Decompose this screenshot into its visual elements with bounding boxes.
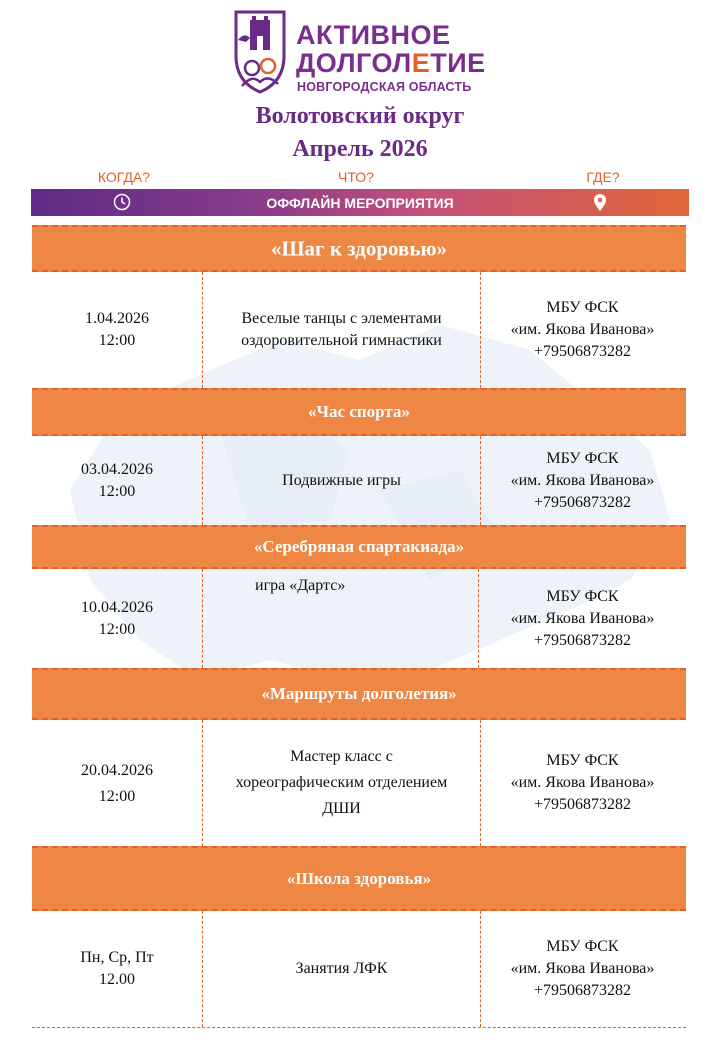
place-cell — [479, 911, 686, 1027]
table-row — [32, 272, 686, 388]
logo — [226, 10, 496, 94]
place-cell — [479, 569, 686, 668]
place-cell — [479, 272, 686, 388]
section-title: «Маршруты долголетия» — [261, 684, 457, 703]
event-place: МБУ ФСК «им. Якова Иванова» +79506873282 — [510, 299, 655, 360]
event-cell — [202, 272, 481, 388]
offline-events-band — [31, 189, 689, 216]
section-header — [32, 388, 686, 436]
section-header — [32, 846, 686, 911]
table-row — [32, 911, 686, 1027]
logo-emblem-icon — [230, 10, 290, 94]
date-cell — [32, 272, 202, 388]
band-title: ОФФЛАЙН МЕРОПРИЯТИЯ — [266, 195, 454, 211]
event-cell — [202, 569, 479, 668]
section-header — [32, 225, 686, 272]
event-place: МБУ ФСК «им. Якова Иванова» +79506873282 — [510, 587, 655, 649]
date-cell — [32, 720, 202, 846]
date-cell — [32, 436, 202, 525]
event-date: 10.04.2026 12:00 — [81, 598, 153, 638]
district-title: Волотовский округ — [255, 103, 465, 129]
event-place: МБУ ФСК «им. Якова Иванова» +79506873282 — [510, 938, 655, 999]
event-name: Занятия ЛФК — [295, 960, 388, 977]
event-cell — [202, 911, 481, 1027]
section-title: «Час спорта» — [308, 402, 410, 421]
section-header — [32, 525, 686, 569]
logo-line-1: АКТИВНОЕ — [296, 20, 451, 50]
when-label: КОГДА? — [97, 169, 151, 185]
location-pin-icon — [593, 193, 607, 212]
date-cell — [32, 911, 202, 1027]
date-cell — [32, 569, 202, 668]
place-cell — [479, 436, 686, 525]
event-name: Подвижные игры — [282, 471, 401, 489]
event-date: Пн, Ср, Пт 12.00 — [80, 949, 154, 988]
section-header — [32, 668, 686, 720]
logo-line-2: ДОЛГОЛЕТИЕ — [296, 48, 486, 78]
month-title: Апрель 2026 — [292, 136, 428, 162]
where-label: ГДЕ? — [586, 169, 620, 185]
column-questions — [0, 169, 720, 189]
event-place: МБУ ФСК «им. Якова Иванова» +79506873282 — [510, 752, 655, 813]
table-row — [32, 436, 686, 525]
what-label: ЧТО? — [338, 169, 374, 185]
logo-line-3: НОВГОРОДСКАЯ ОБЛАСТЬ — [297, 80, 472, 94]
event-cell — [202, 720, 481, 846]
section-title: «Шаг к здоровью» — [270, 236, 448, 260]
event-cell — [202, 436, 481, 525]
event-name: игра «Дартс» — [255, 577, 346, 594]
event-date: 03.04.2026 12:00 — [81, 460, 153, 500]
section-title: «Серебряная спартакиада» — [253, 537, 465, 556]
event-place: МБУ ФСК «им. Якова Иванова» +79506873282 — [510, 449, 655, 511]
place-cell — [479, 720, 686, 846]
table-bottom-border — [32, 1027, 686, 1028]
event-name: Мастер класс с хореографическим отделением ДШИ — [235, 748, 448, 817]
section-title: «Школа здоровья» — [286, 868, 432, 888]
event-name: Веселые танцы с элементами оздоровительной гимнастики — [241, 310, 442, 349]
table-row — [32, 569, 686, 668]
event-date: 1.04.2026 12:00 — [85, 310, 149, 349]
table-row — [32, 720, 686, 846]
event-date: 20.04.2026 12:00 — [81, 761, 153, 805]
